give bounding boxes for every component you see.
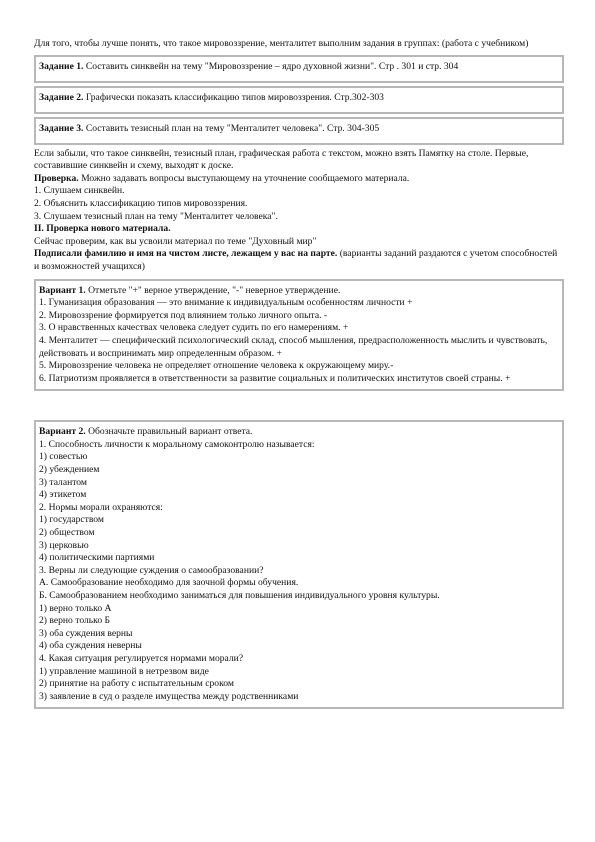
task-box-3 <box>34 117 564 145</box>
list-item: 3) талантом <box>39 476 87 488</box>
list-item: 1) управление машиной в нетрезвом виде <box>39 665 209 677</box>
list-item: 1) верно только А <box>39 602 112 614</box>
list-item: 5. Мировоззрение человека не определяет отношение человека к окружающему миру.- <box>39 360 394 372</box>
list-item: 3. О нравственных качествах человека следует судить по его намерениям. + <box>39 322 349 334</box>
document-page <box>34 38 564 709</box>
list-item: 1. Способность личности к моральному самоконтролю называется: <box>39 438 315 450</box>
list-item: 2) верно только Б <box>39 615 111 627</box>
check-label: Проверка. <box>34 172 79 184</box>
list-item: 3) церковью <box>39 539 89 551</box>
variant-2-instruction: Обозначьте правильный вариант ответа. <box>85 426 253 438</box>
list-item: 4) этикетом <box>39 489 87 501</box>
list-item: 2) убеждением <box>39 464 100 476</box>
list-item: 1) совестью <box>39 451 88 463</box>
list-item: 4) оба суждения неверны <box>39 640 142 652</box>
task-2-text: Графически показать классификацию типов мировоззрения. Стр.302-303 <box>83 91 384 103</box>
task-box-1 <box>34 55 564 83</box>
list-item: Б. Самообразованием необходимо заниматься для повышения индивидуального уровня культуры. <box>39 590 440 601</box>
list-item: 3) оба суждения верны <box>39 627 133 639</box>
step-2: 2. Объяснить классификацию типов мировоззрения. <box>34 197 248 209</box>
check-line <box>34 173 564 186</box>
variant-2-header <box>39 426 559 439</box>
variant-2-box <box>34 420 564 709</box>
list-item: 4. Какая ситуация регулируется нормами морали? <box>39 652 244 664</box>
list-item: 1. Гуманизация образования — это внимание к индивидуальным особенностям личности + <box>39 297 413 309</box>
list-item: 2) принятие на работу с испытательным сроком <box>39 678 234 690</box>
section-2-heading: II. Проверка нового материала. <box>34 223 171 235</box>
list-item: 1) государством <box>39 514 104 526</box>
list-item: 3. Верны ли следующие суждения о самообразовании? <box>39 564 264 576</box>
notes-block <box>34 148 564 274</box>
sign-line <box>34 248 564 273</box>
list-item: 6. Патриотизм проявляется в ответственности за развитие социальных и политических институтов своей страны. + <box>39 372 511 384</box>
list-item: А. Самообразование необходимо для заочной формы обучения. <box>39 577 299 589</box>
memo-text: Если забыли, что такое синквейн, тезисный план, графическая работа с текстом, можно взять Памятку на столе. Первые, составившие синквейн и схему, выходят к доске. <box>34 147 529 172</box>
task-1-label: Задание 1. <box>39 60 84 72</box>
sign-text: (варианты заданий раздаются с учетом способностей и возможностей учащихся) <box>34 248 558 272</box>
list-item: 4. Менталитет — специфический психологический склад, способ мышления, предрасположенность мыслить и чувствовать, действовать и воспринимать мир определенным образом. + <box>39 334 548 359</box>
task-box-2 <box>34 86 564 114</box>
task-2-label: Задание 2. <box>39 91 84 103</box>
variant-2-label: Вариант 2. <box>39 426 86 438</box>
variant-1-header <box>39 285 559 298</box>
step-3: 3. Слушаем тезисный план на тему "Менталитет человека". <box>34 210 278 222</box>
variant-1-instruction: Отметьте "+" верное утверждение, "-" неверное утверждение. <box>85 284 341 296</box>
list-item: 2) обществом <box>39 527 95 539</box>
check-intro: Сейчас проверим, как вы усвоили материал по теме "Духовный мир" <box>34 235 317 247</box>
list-item: 4) политическими партиями <box>39 552 155 564</box>
list-item: 2. Нормы морали охраняются: <box>39 501 163 513</box>
list-item: 2. Мировоззрение формируется под влиянием только личного опыта. - <box>39 309 328 321</box>
step-1: 1. Слушаем синквейн. <box>34 185 125 197</box>
task-1-text: Составить синквейн на тему "Мировоззрение – ядро духовной жизни". Стр . 301 и стр. 304 <box>83 60 459 72</box>
task-3-label: Задание 3. <box>39 122 84 134</box>
variant-1-box <box>34 279 564 392</box>
intro-text: Для того, чтобы лучше понять, что такое мировоззрение, менталитет выполним задания в группах: (работа с учебником) <box>34 38 529 49</box>
sign-bold: Подписали фамилию и имя на чистом листе, лежащем у вас на парте. <box>34 248 338 260</box>
check-text: Можно задавать вопросы выступающему на уточнение сообщаемого материала. <box>78 172 410 184</box>
variant-1-label: Вариант 1. <box>39 284 86 296</box>
task-3-text: Составить тезисный план на тему "Менталитет человека". Стр. 304-305 <box>83 122 380 134</box>
list-item: 3) заявление в суд о разделе имущества между родственниками <box>39 690 299 702</box>
